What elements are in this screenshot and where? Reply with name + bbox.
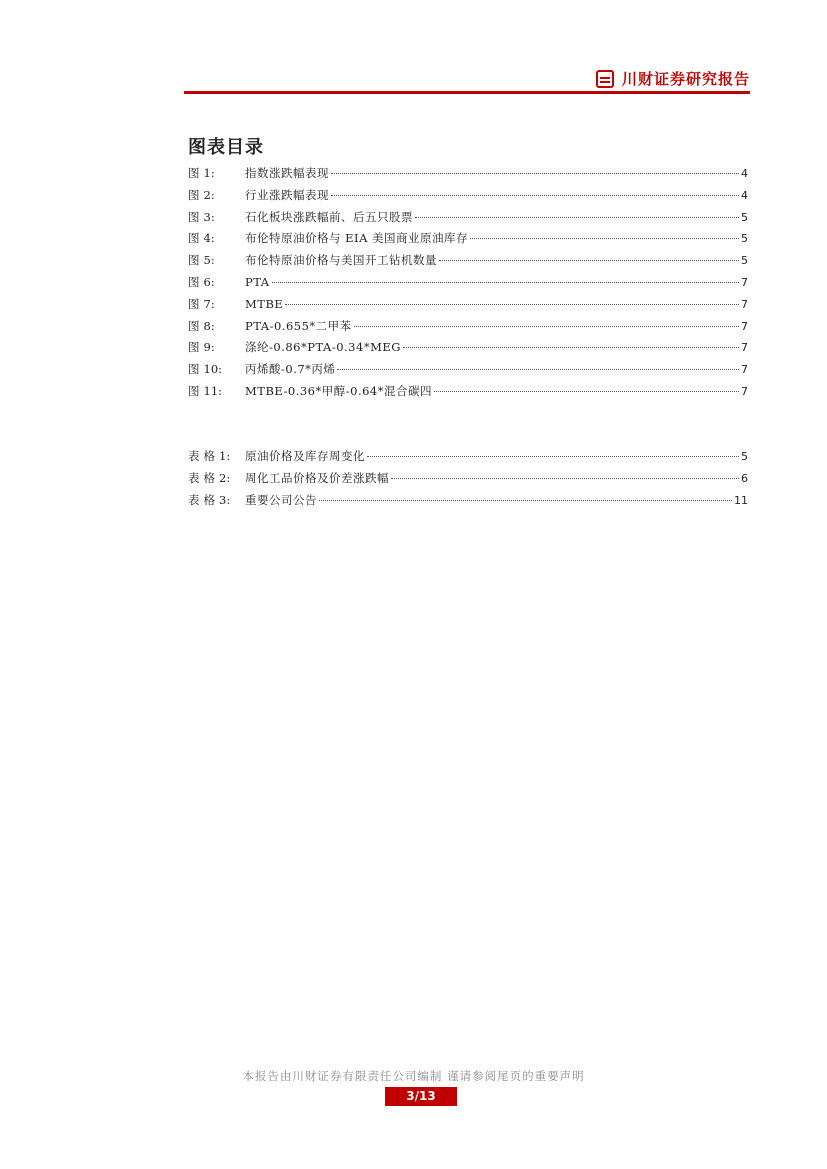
entry-number: 3: — [219, 492, 231, 507]
entry-number: 1: — [203, 166, 215, 180]
dot-leader — [331, 195, 739, 196]
dot-leader — [391, 478, 739, 479]
entry-number: 11: — [203, 383, 223, 398]
entry-title: 行业涨跌幅表现 — [245, 187, 329, 202]
entry-page: 5 — [741, 254, 748, 268]
toc-figure-entry[interactable] — [188, 230, 748, 252]
entry-page: 7 — [741, 363, 748, 377]
entry-prefix: 图 — [188, 166, 204, 180]
entry-prefix: 图 — [188, 383, 204, 398]
entry-prefix: 图 — [188, 209, 204, 224]
dot-leader — [367, 456, 739, 457]
entry-page: 4 — [741, 188, 748, 202]
header-rule — [184, 91, 750, 94]
entry-title: 布伦特原油价格与 EIA 美国商业原油库存 — [245, 231, 469, 246]
toc-table-entry[interactable] — [188, 448, 748, 470]
toc-title: 图表目录 — [188, 137, 264, 158]
dot-leader — [434, 391, 739, 392]
entry-number: 7: — [203, 296, 215, 311]
entry-title: 重要公司公告 — [245, 492, 317, 507]
entry-page: 7 — [741, 341, 748, 355]
entry-number: 8: — [203, 318, 215, 333]
entry-title: PTA-0.655*二甲苯 — [245, 318, 352, 333]
toc-figure-entry[interactable] — [188, 361, 748, 383]
entry-label — [188, 296, 245, 312]
toc-figure-entry[interactable] — [188, 274, 748, 296]
toc-table-entry[interactable] — [188, 470, 748, 492]
toc-figure-entry[interactable] — [188, 339, 748, 361]
entry-title: MTBE — [245, 296, 284, 311]
entry-page: 4 — [741, 167, 748, 180]
entry-number: 4: — [203, 231, 215, 246]
entry-prefix: 图 — [188, 362, 204, 377]
entry-page: 7 — [741, 297, 748, 311]
entry-number: 9: — [203, 340, 215, 355]
entry-prefix: 图 — [188, 340, 204, 355]
entry-number: 6: — [203, 274, 215, 289]
entry-number: 1: — [219, 449, 231, 463]
chuancai-logo-icon — [596, 70, 614, 88]
dot-leader — [470, 238, 739, 239]
dot-leader — [337, 369, 739, 370]
dot-leader — [331, 173, 739, 174]
page-number: 3/13 — [385, 1087, 457, 1106]
entry-page: 11 — [734, 493, 748, 507]
toc-figure-entry[interactable] — [188, 383, 748, 405]
entry-label — [188, 187, 245, 203]
toc-figure-entry[interactable] — [188, 296, 748, 318]
entry-label — [188, 165, 245, 181]
dot-leader — [272, 282, 739, 283]
entry-number: 5: — [203, 253, 215, 268]
entry-page: 7 — [741, 384, 748, 398]
entry-prefix: 图 — [188, 274, 204, 289]
entry-label — [188, 339, 245, 355]
entry-title: MTBE-0.36*甲醇-0.64*混合碳四 — [245, 383, 432, 398]
entry-title: 布伦特原油价格与美国开工钻机数量 — [245, 253, 437, 268]
entry-page: 7 — [741, 319, 748, 333]
dot-leader — [285, 304, 739, 305]
entry-label — [188, 448, 245, 464]
entry-prefix: 图 — [188, 296, 204, 311]
entry-title: 原油价格及库存周变化 — [245, 449, 365, 463]
entry-page: 5 — [741, 450, 748, 463]
entry-page: 5 — [741, 232, 748, 246]
table-list — [188, 448, 748, 513]
toc-figure-entry[interactable] — [188, 318, 748, 340]
entry-title: 周化工品价格及价差涨跌幅 — [245, 470, 389, 485]
entry-prefix: 表格 — [188, 492, 219, 507]
toc-figure-entry[interactable] — [188, 209, 748, 231]
entry-number: 2: — [219, 470, 231, 485]
entry-prefix: 图 — [188, 187, 204, 202]
toc-figure-entry[interactable] — [188, 252, 748, 274]
entry-prefix: 表格 — [188, 470, 219, 485]
entry-label — [188, 318, 245, 334]
entry-page: 7 — [741, 275, 748, 289]
page-header — [184, 62, 750, 94]
entry-prefix: 图 — [188, 231, 204, 246]
figure-list — [188, 165, 748, 405]
entry-label — [188, 252, 245, 268]
entry-prefix: 图 — [188, 318, 204, 333]
entry-label — [188, 361, 245, 377]
entry-number: 10: — [203, 362, 223, 377]
entry-label — [188, 209, 245, 225]
entry-title: 涤纶-0.86*PTA-0.34*MEG — [245, 340, 401, 355]
entry-prefix: 表格 — [188, 449, 219, 463]
dot-leader — [319, 500, 732, 501]
toc-figure-entry[interactable] — [188, 187, 748, 209]
toc-table-entry[interactable] — [188, 492, 748, 514]
entry-label — [188, 383, 245, 399]
dot-leader — [403, 347, 739, 348]
entry-label — [188, 274, 245, 290]
toc-figure-entry[interactable] — [188, 165, 748, 187]
entry-number: 2: — [203, 187, 215, 202]
entry-title: 指数涨跌幅表现 — [245, 166, 329, 180]
dot-leader — [354, 326, 739, 327]
dot-leader — [439, 260, 739, 261]
entry-label — [188, 492, 245, 508]
brand — [596, 68, 750, 89]
entry-label — [188, 470, 245, 486]
footer-disclaimer: 本报告由川财证券有限责任公司编制 谨请参阅尾页的重要声明 — [242, 1069, 585, 1083]
entry-number: 3: — [203, 209, 215, 224]
dot-leader — [415, 217, 739, 218]
entry-title: 石化板块涨跌幅前、后五只股票 — [245, 209, 413, 224]
entry-page: 6 — [741, 471, 748, 485]
entry-prefix: 图 — [188, 253, 204, 268]
entry-label — [188, 230, 245, 246]
entry-page: 5 — [741, 210, 748, 224]
entry-title: 丙烯酸-0.7*丙烯 — [245, 362, 336, 377]
entry-title: PTA — [245, 274, 270, 289]
brand-name: 川财证券研究报告 — [621, 70, 750, 88]
